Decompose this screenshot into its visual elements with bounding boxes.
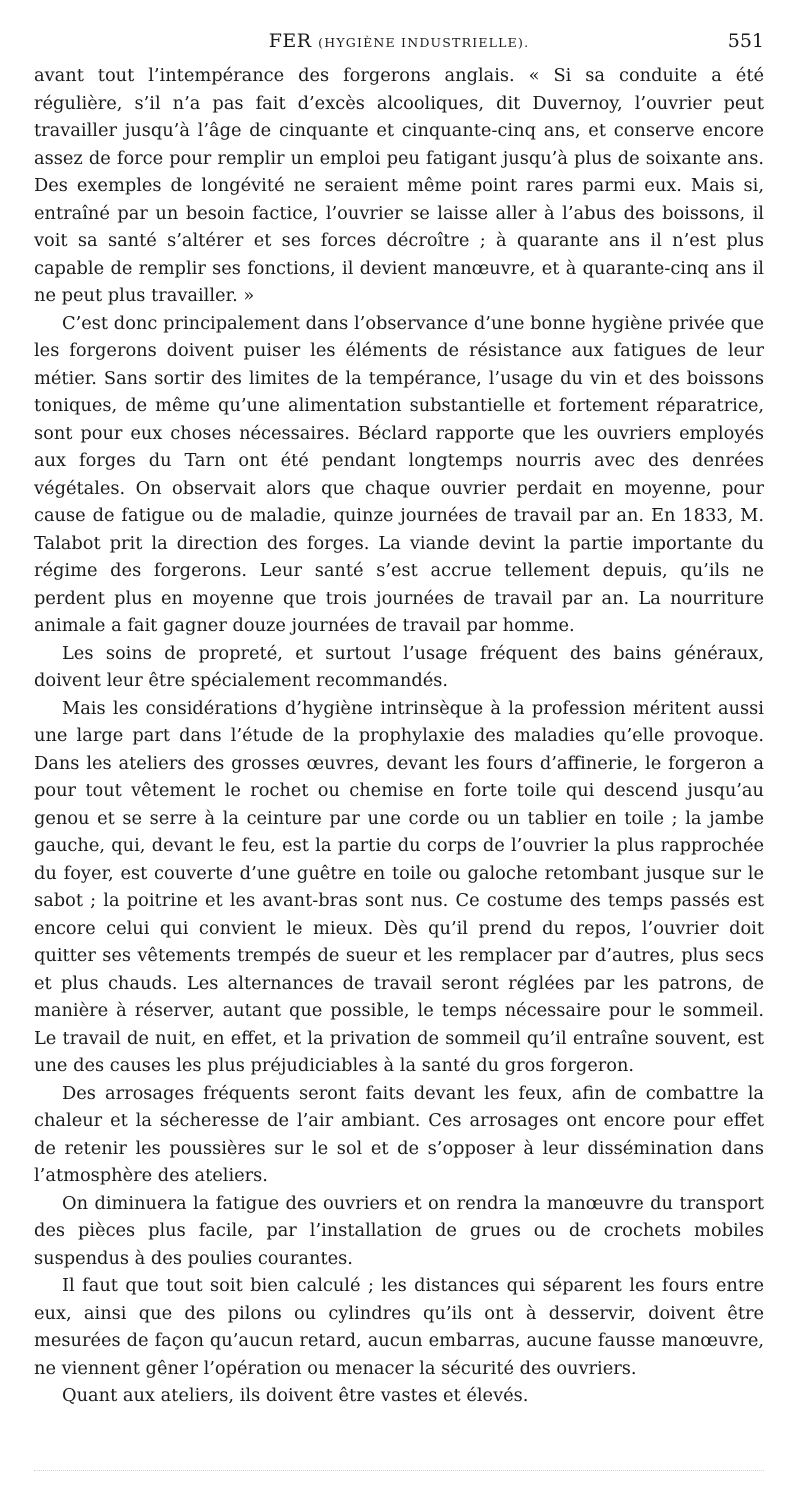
paragraph-8: Quant aux ateliers, ils doivent être vastes et élevés. [62, 1385, 529, 1406]
running-title-sub: (HYGIÈNE INDUSTRIELLE). [318, 35, 530, 50]
running-title [34, 30, 764, 52]
paragraph-5: Des arrosages fréquents seront faits devant les feux, afin de combattre la chaleur et la sécheresse de l’air ambiant. Ces arrosages ont encore pour effet de retenir les poussières sur le sol et de s’opposer à leur dissémination dans l’atmosphère des ateliers. [34, 1082, 764, 1186]
running-title-main: FER [268, 30, 312, 52]
running-header [34, 30, 764, 60]
page-number: 551 [727, 30, 764, 52]
body-text [34, 62, 764, 1410]
paragraph-1: avant tout l’intempérance des forgerons anglais. « Si sa conduite a été régulière, s’il n’a pas fait d’excès alcooliques, dit Duvernoy, l’ouvrier peut travailler jusqu’à l’âge de cinquante et cinquante-cinq ans, et conserve encore assez de force pour remplir un emploi peu fatigant jusqu’à plus de soixante ans. Des exemples de longévité ne seraient même point rares parmi eux. Mais si, entraîné par un besoin factice, l’ouvrier se laisse aller à l’abus des boissons, il voit sa santé s’altérer et ses forces décroître ; à quarante ans il n’est plus capable de remplir ses fonctions, il devient manœuvre, et à quarante-cinq ans il ne peut plus travailler. » [34, 65, 764, 306]
paragraph-3: Les soins de propreté, et surtout l’usage fréquent des bains généraux, doivent leur être spécialement recommandés. [34, 642, 764, 691]
paragraph-2: C’est donc principalement dans l’observance d’une bonne hygiène privée que les forgerons doivent puiser les éléments de résistance aux fatigues de leur métier. Sans sortir des limites de la tempérance, l’usage du vin et des boissons toniques, de même qu’une alimentation substantielle et fortement réparatrice, sont pour eux choses nécessaires. Béclard rapporte que les ouvriers employés aux forges du Tarn ont été pendant longtemps nourris avec des denrées végétales. On observait alors que chaque ouvrier perdait en moyenne, pour cause de fatigue ou de maladie, quinze journées de travail par an. En 1833, M. Talabot prit la direction des forges. La viande devint la partie importante du régime des forgerons. Leur santé s’est accrue tellement depuis, qu’ils ne perdent plus en moyenne que trois journées de travail par an. La nourriture animale a fait gagner douze journées de travail par homme. [34, 312, 764, 636]
paragraph-7: Il faut que tout soit bien calculé ; les distances qui séparent les fours entre eux, ainsi que des pilons ou cylindres qu’ils ont à desservir, doivent être mesurées de façon qu’aucun retard, aucun embarras, aucune fausse manœuvre, ne viennent gêner l’opération ou menacer la sécurité des ouvriers. [34, 1275, 764, 1379]
scan-margin-noise [34, 1470, 764, 1473]
paragraph-6: On diminuera la fatigue des ouvriers et on rendra la manœuvre du transport des pièces plus facile, par l’installation de grues ou de crochets mobiles suspendus à des poulies courantes. [34, 1192, 764, 1269]
paragraph-4: Mais les considérations d’hygiène intrinsèque à la profession méritent aussi une large part dans l’étude de la prophylaxie des maladies qu’elle provoque. Dans les ateliers des grosses œuvres, devant les fours d’affinerie, le forgeron a pour tout vêtement le rochet ou chemise en forte toile qui descend jusqu’au genou et se serre à la ceinture par une corde ou un tablier en toile ; la jambe gauche, qui, devant le feu, est la partie du corps de l’ouvrier la plus rapprochée du foyer, est couverte d’une guêtre en toile ou galoche retombant jusque sur le sabot ; la poitrine et les avant-bras sont nus. Ce costume des temps passés est encore celui qui convient le mieux. Dès qu’il prend du repos, l’ouvrier doit quitter ses vêtements trempés de sueur et les remplacer par d’autres, plus secs et plus chauds. Les alternances de travail seront réglées par les patrons, de manière à réserver, autant que possible, le temps nécessaire pour le sommeil. Le travail de nuit, en effet, et la privation de sommeil qu’il entraîne souvent, est une des causes les plus préjudiciables à la santé du gros forgeron. [34, 697, 764, 1076]
